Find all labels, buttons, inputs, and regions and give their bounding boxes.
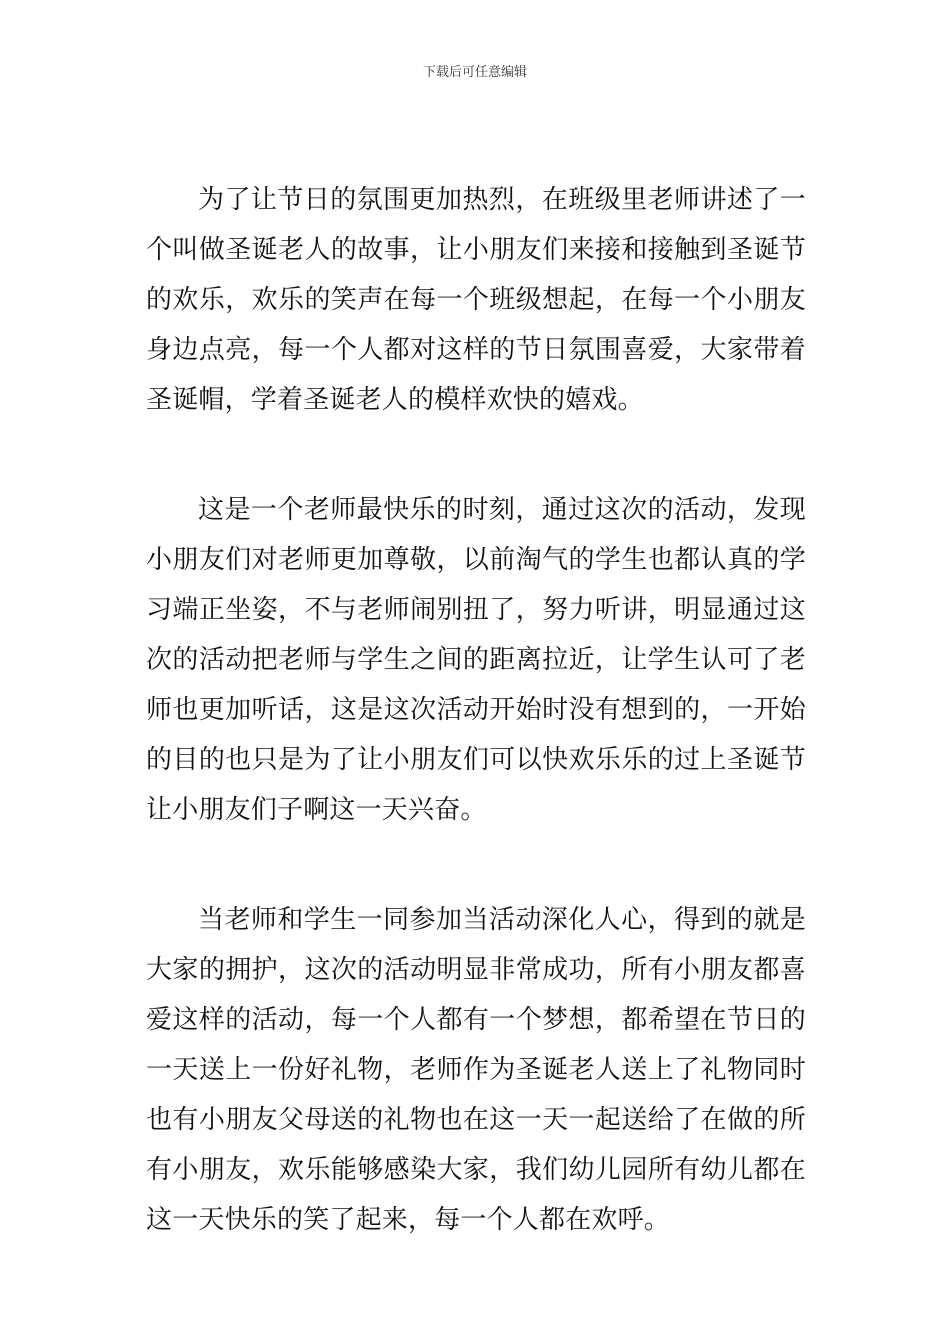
paragraph-2: 这是一个老师最快乐的时刻，通过这次的活动，发现小朋友们对老师更加尊敬，以前淘气的学生也都认真的学习端正坐姿，不与老师闹别扭了，努力听讲，明显通过这次的活动把老师与学生之间的距离拉近，让学生认可了老师也更加听话，这是这次活动开始时没有想到的，一开始的目的也只是为了让小朋友们可以快欢乐乐的过上圣诞节让小朋友们子啊这一天兴奋。 — [146, 495, 806, 825]
page-header: 下载后可任意编辑 — [422, 65, 527, 80]
paragraph-3: 当老师和学生一同参加当活动深化人心，得到的就是大家的拥护，这次的活动明显非常成功，所有小朋友都喜爱这样的活动，每一个人都有一个梦想，都希望在节日的一天送上一份好礼物，老师作为圣诞老人送上了礼物同时也有小朋友父母送的礼物也在这一天一起送给了在做的所有小朋友，欢乐能够感染大家，我们幼儿园所有幼儿都在这一天快乐的笑了起来，每一个人都在欢呼。 — [146, 905, 806, 1235]
document-body — [146, 175, 806, 1245]
paragraph-1: 为了让节日的氛围更加热烈，在班级里老师讲述了一个叫做圣诞老人的故事，让小朋友们来接和接触到圣诞节的欢乐，欢乐的笑声在每一个班级想起，在每一个小朋友身边点亮，每一个人都对这样的节日氛围喜爱，大家带着圣诞帽，学着圣诞老人的模样欢快的嬉戏。 — [146, 185, 806, 415]
